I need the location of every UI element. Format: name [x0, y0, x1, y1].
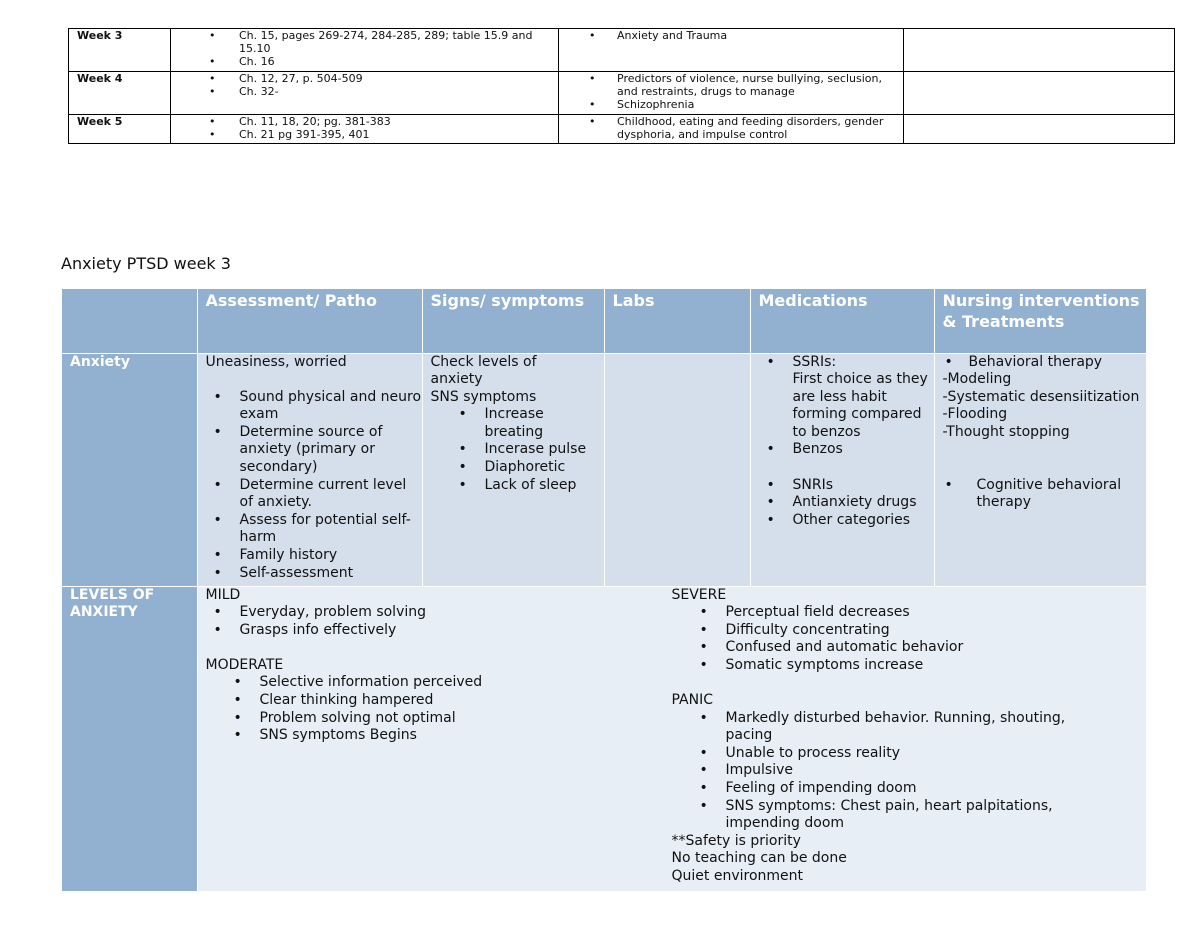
- labs-cell: [604, 353, 750, 586]
- level-title-panic: PANIC: [671, 692, 714, 709]
- med-detail: First choice as they are less habit forming compared to benzos: [792, 371, 928, 440]
- level-item: • Feeling of impending doom: [700, 780, 1117, 798]
- intervention-item: • Behavioral therapy: [945, 354, 1147, 372]
- section-title: Anxiety PTSD week 3: [61, 254, 231, 273]
- level-title-mild: MILD: [205, 586, 241, 603]
- assessment-intro: Uneasiness, worried: [205, 353, 347, 370]
- level-item: • Somatic symptoms increase: [700, 657, 1147, 675]
- schedule-notes: [904, 115, 1175, 144]
- level-item: • Difficulty concentrating: [700, 622, 1147, 640]
- schedule-week-label: Week 5: [69, 115, 171, 144]
- schedule-week-label: Week 3: [69, 29, 171, 72]
- level-item: • Perceptual field decreases: [700, 604, 1147, 622]
- medications-cell: [750, 353, 934, 586]
- course-schedule-table: [68, 28, 1175, 144]
- signs-line: SNS symptoms: [430, 388, 537, 405]
- header-assessment: Assessment/ Patho: [197, 289, 422, 353]
- signs-line: Check levels of anxiety: [430, 353, 537, 388]
- med-title: • Benzos: [792, 441, 843, 458]
- schedule-topics: [559, 115, 904, 144]
- med-item: • Other categories: [767, 512, 934, 530]
- level-item: • Clear thinking hampered: [234, 692, 672, 710]
- schedule-readings: [171, 29, 559, 72]
- schedule-row-week5: [69, 115, 1175, 144]
- intervention-line: -Systematic desensiitization: [942, 388, 1140, 405]
- level-title-moderate: MODERATE: [205, 656, 284, 673]
- assessment-item: • Determine current level of anxiety.: [214, 477, 422, 512]
- table-header-row: [62, 289, 1146, 353]
- intervention-line: -Thought stopping: [942, 423, 1070, 440]
- intervention-line: -Modeling: [942, 371, 1012, 388]
- assessment-cell: [197, 353, 422, 586]
- sign-item: • Increase breating: [459, 406, 604, 441]
- row-label-levels: LEVELS OF ANXIETY: [62, 586, 197, 891]
- level-item: • Unable to process reality: [700, 745, 1117, 763]
- topic-item: • Anxiety and Trauma: [589, 29, 903, 42]
- sign-item: • Lack of sleep: [459, 477, 604, 495]
- topic-item: • Predictors of violence, nurse bullying, seclusion, and restraints, drugs to manage: [589, 72, 903, 98]
- levels-cell: [197, 586, 1146, 891]
- schedule-readings: [171, 115, 559, 144]
- levels-row: [62, 586, 1146, 891]
- level-item: • SNS symptoms Begins: [234, 727, 672, 745]
- interventions-cell: [934, 353, 1146, 586]
- anxiety-row: [62, 353, 1146, 586]
- header-cell-empty: [62, 289, 197, 353]
- schedule-notes: [904, 29, 1175, 72]
- header-labs: Labs: [604, 289, 750, 353]
- reading-item: • Ch. 32-: [209, 85, 558, 98]
- panic-note: No teaching can be done: [671, 850, 847, 867]
- level-item: • Grasps info effectively: [214, 622, 672, 640]
- med-item: [767, 354, 934, 442]
- level-item: • Problem solving not optimal: [234, 710, 672, 728]
- level-item: • Impulsive: [700, 762, 1117, 780]
- panic-note: **Safety is priority: [671, 832, 801, 849]
- topic-item: • Schizophrenia: [589, 98, 903, 111]
- reading-item: • Ch. 12, 27, p. 504-509: [209, 72, 558, 85]
- schedule-week-label: Week 4: [69, 72, 171, 115]
- schedule-topics: [559, 72, 904, 115]
- med-item: • Antianxiety drugs: [767, 494, 934, 512]
- assessment-item: • Assess for potential self-harm: [214, 512, 422, 547]
- levels-right-column: [672, 587, 1147, 886]
- levels-left-column: [206, 587, 672, 886]
- topic-item: • Childhood, eating and feeding disorders, gender dysphoria, and impulse control: [589, 115, 903, 141]
- schedule-topics: [559, 29, 904, 72]
- header-interventions: Nursing interventions & Treatments: [934, 289, 1146, 353]
- med-item: [767, 441, 934, 459]
- schedule-notes: [904, 72, 1175, 115]
- reading-item: • Ch. 21 pg 391-395, 401: [209, 128, 558, 141]
- signs-cell: [422, 353, 604, 586]
- level-item: • SNS symptoms: Chest pain, heart palpitations, impending doom: [700, 798, 1117, 833]
- intervention-item: • Cognitive behavioral therapy: [945, 477, 1147, 512]
- sign-item: • Diaphoretic: [459, 459, 604, 477]
- level-item: • Selective information perceived: [234, 674, 672, 692]
- reading-item: • Ch. 15, pages 269-274, 284-285, 289; table 15.9 and 15.10: [209, 29, 558, 55]
- reading-item: • Ch. 11, 18, 20; pg. 381-383: [209, 115, 558, 128]
- assessment-item: • Family history: [214, 547, 422, 565]
- header-signs: Signs/ symptoms: [422, 289, 604, 353]
- row-label-anxiety: Anxiety: [62, 353, 197, 586]
- assessment-item: • Self-assessment: [214, 565, 422, 583]
- med-title: • SSRIs:: [792, 353, 837, 370]
- intervention-line: -Flooding: [942, 406, 1008, 423]
- schedule-row-week3: [69, 29, 1175, 72]
- panic-note: Quiet environment: [671, 868, 803, 884]
- reading-item: • Ch. 16: [209, 55, 558, 68]
- header-medications: Medications: [750, 289, 934, 353]
- schedule-readings: [171, 72, 559, 115]
- sign-item: • Incerase pulse: [459, 441, 604, 459]
- med-item: • SNRIs: [767, 477, 934, 495]
- level-item: • Markedly disturbed behavior. Running, shouting, pacing: [700, 710, 1117, 745]
- level-item: • Confused and automatic behavior: [700, 639, 1147, 657]
- level-item: • Everyday, problem solving: [214, 604, 672, 622]
- anxiety-study-table: [62, 289, 1146, 891]
- assessment-item: • Sound physical and neuro exam: [214, 389, 422, 424]
- schedule-row-week4: [69, 72, 1175, 115]
- assessment-item: • Determine source of anxiety (primary or secondary): [214, 424, 422, 477]
- level-title-severe: SEVERE: [671, 586, 727, 603]
